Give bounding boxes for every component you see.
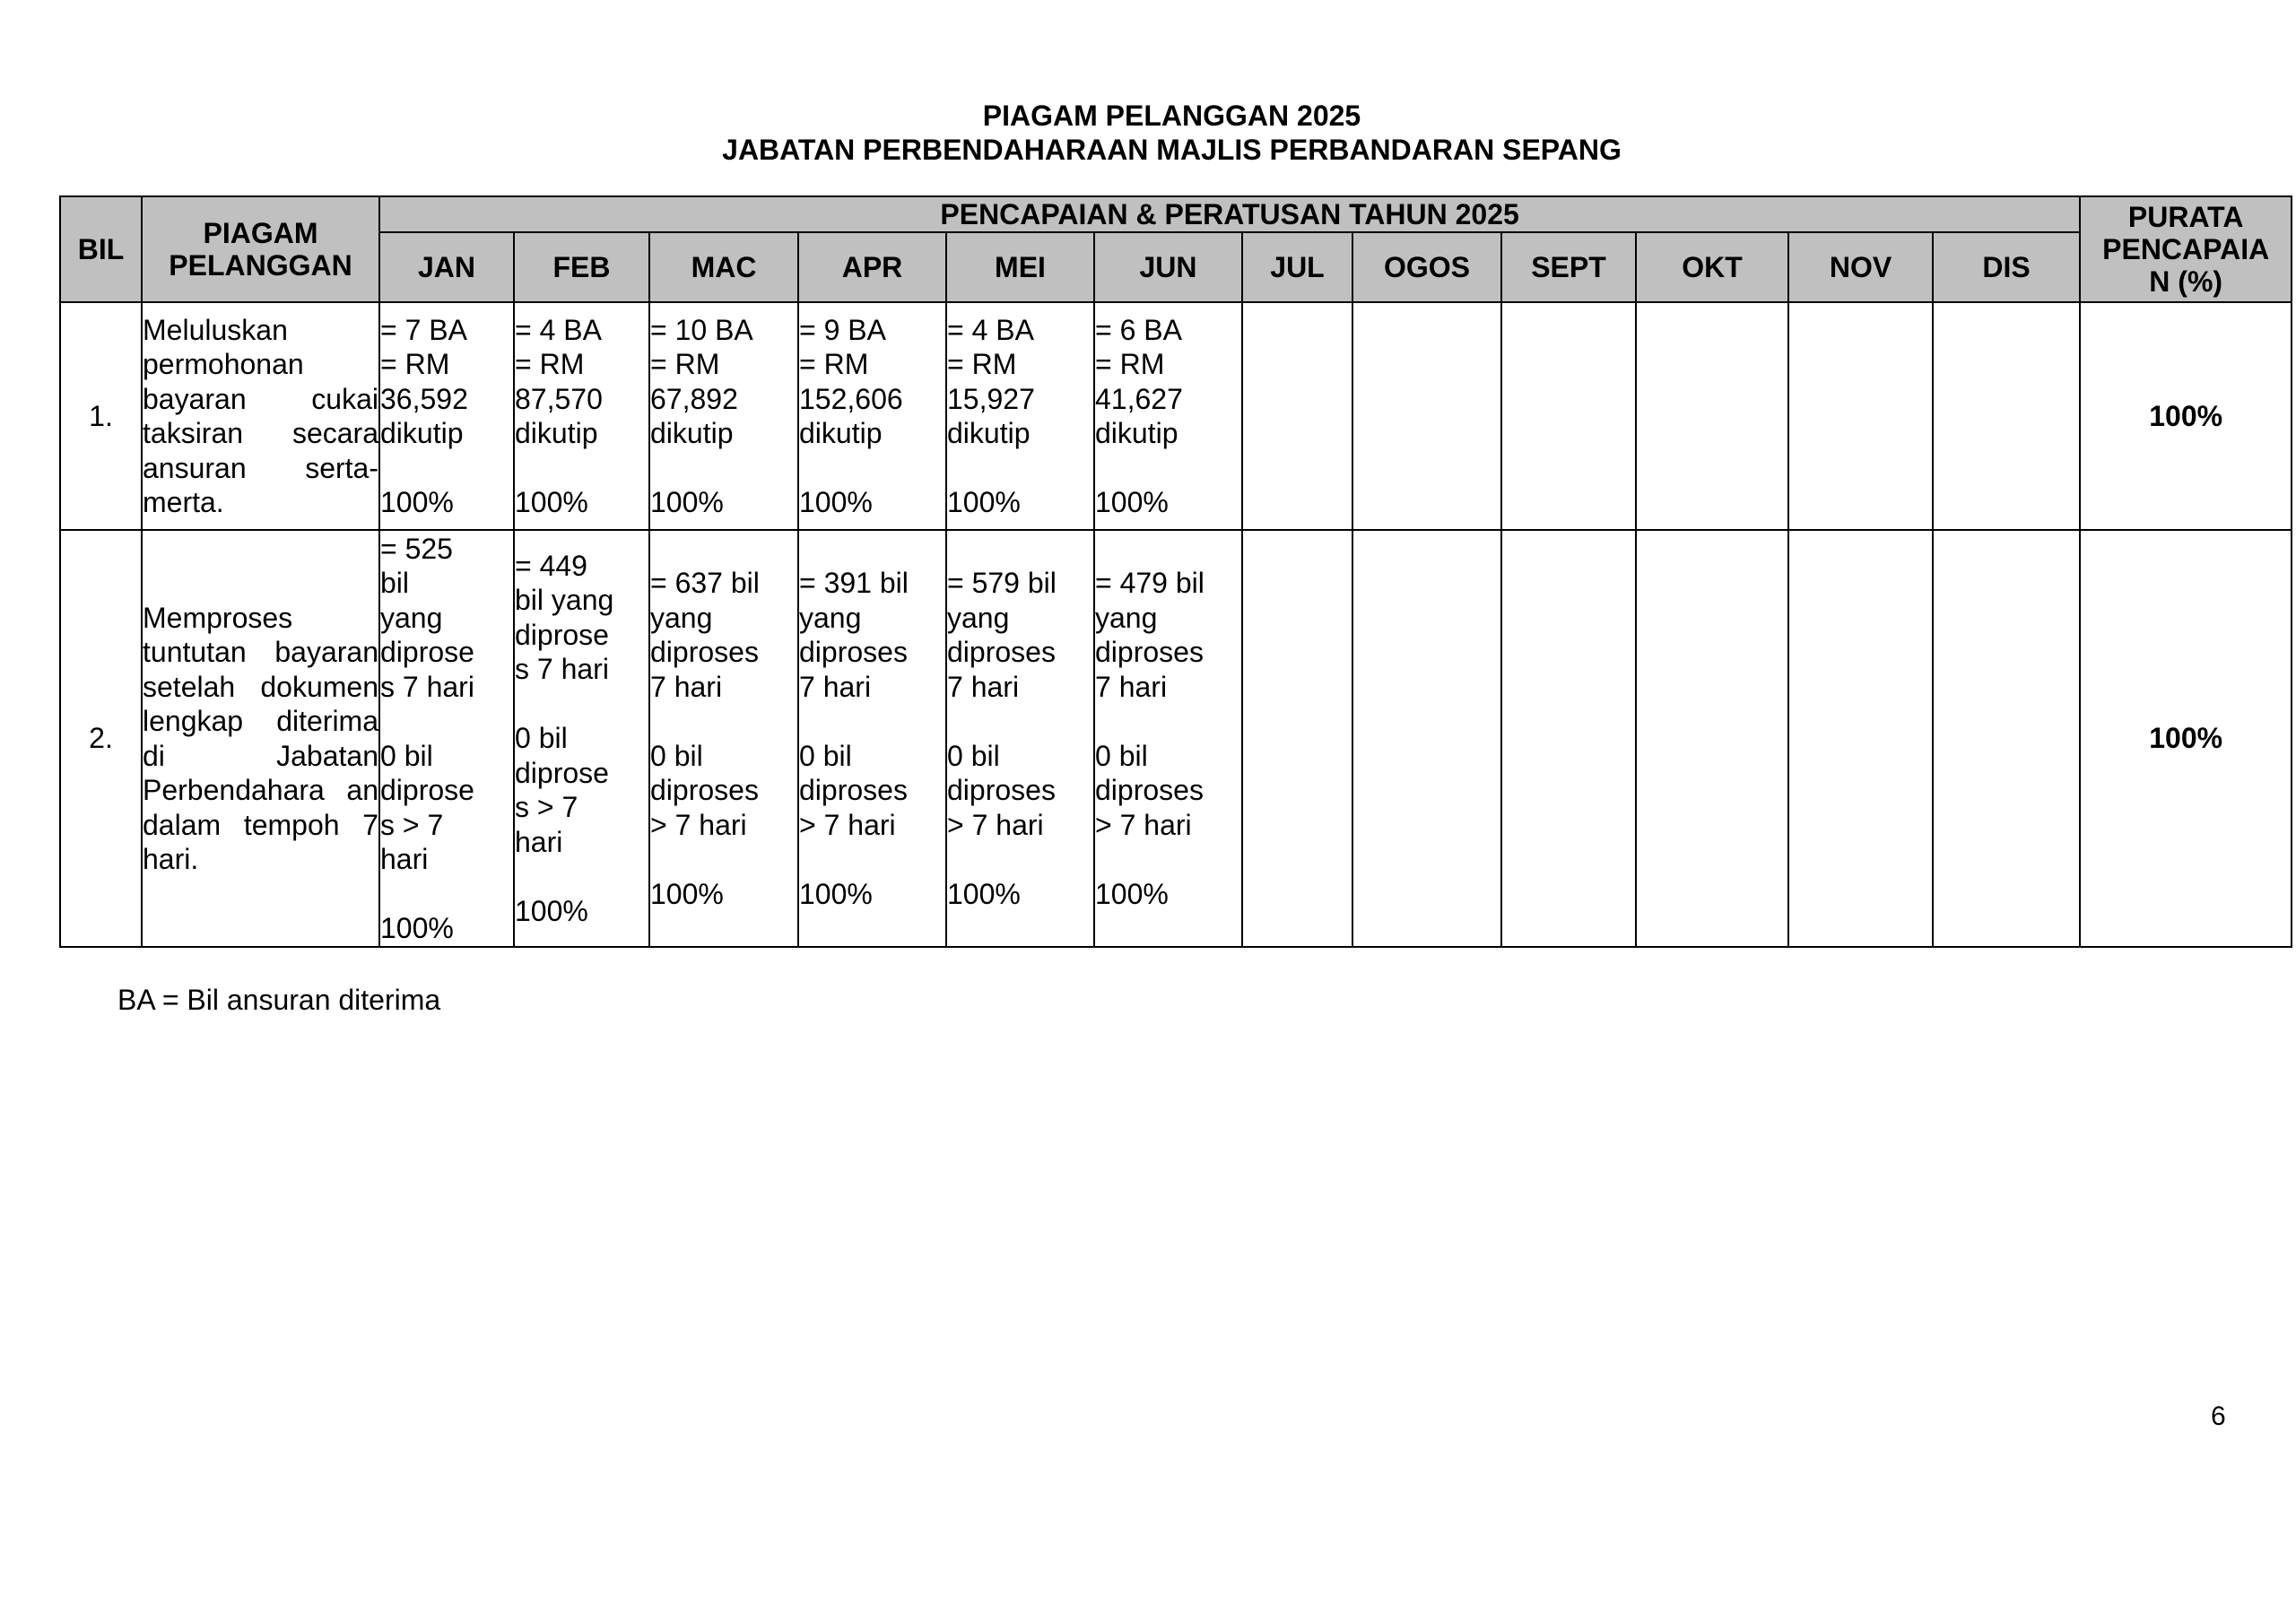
cell-jan: = 7 BA = RM 36,592 dikutip 100% [379, 302, 514, 530]
cell-mei: = 579 bil yang diproses 7 hari 0 bil diproses > 7 hari 100% [946, 530, 1094, 947]
cell-jul [1242, 530, 1352, 947]
header-month-nov: NOV [1788, 232, 1933, 302]
charter-description: Memproses tuntutan bayaran setelah dokumen lengkap diterima di Jabatan Perbendahara an dalam tempoh 7 hari. [142, 530, 379, 947]
header-month-sept: SEPT [1501, 232, 1636, 302]
header-month-dis: DIS [1933, 232, 2080, 302]
header-month-jul: JUL [1242, 232, 1352, 302]
cell-jan: = 525 bil yang diprose s 7 hari 0 bil diprose s > 7 hari 100% [379, 530, 514, 947]
header-pencapaian-group: PENCAPAIAN & PERATUSAN TAHUN 2025 [379, 196, 2080, 232]
cell-feb: = 4 BA = RM 87,570 dikutip 100% [514, 302, 649, 530]
page-number: 6 [2211, 1402, 2226, 1431]
cell-mac: = 637 bil yang diproses 7 hari 0 bil diproses > 7 hari 100% [649, 530, 798, 947]
header-month-mei: MEI [946, 232, 1094, 302]
cell-jul [1242, 302, 1352, 530]
average-achievement: 100% [2080, 530, 2292, 947]
cell-dis [1933, 530, 2080, 947]
document-subtitle: JABATAN PERBENDAHARAAN MAJLIS PERBANDARAN SEPANG [722, 134, 1622, 166]
cell-ogos [1352, 302, 1501, 530]
header-month-ogos: OGOS [1352, 232, 1501, 302]
cell-sept [1501, 530, 1636, 947]
cell-okt [1636, 302, 1788, 530]
row-number: 1. [60, 302, 142, 530]
document-title: PIAGAM PELANGGAN 2025 [982, 100, 1361, 132]
cell-dis [1933, 302, 2080, 530]
header-month-feb: FEB [514, 232, 649, 302]
header-month-jun: JUN [1094, 232, 1242, 302]
row-number: 2. [60, 530, 142, 947]
cell-jun: = 6 BA = RM 41,627 dikutip 100% [1094, 302, 1242, 530]
header-month-okt: OKT [1636, 232, 1788, 302]
header-month-jan: JAN [379, 232, 514, 302]
footnote: BA = Bil ansuran diterima [117, 984, 441, 1016]
table-row [60, 530, 2292, 947]
cell-feb: = 449 bil yang diprose s 7 hari 0 bil diprose s > 7 hari 100% [514, 530, 649, 947]
header-month-apr: APR [798, 232, 946, 302]
header-purata-pencapaian: PURATA PENCAPAIA N (%) [2080, 196, 2292, 302]
cell-apr: = 9 BA = RM 152,606 dikutip 100% [798, 302, 946, 530]
cell-nov [1788, 530, 1933, 947]
cell-okt [1636, 530, 1788, 947]
cell-nov [1788, 302, 1933, 530]
table-row [60, 302, 2292, 530]
cell-mei: = 4 BA = RM 15,927 dikutip 100% [946, 302, 1094, 530]
average-achievement: 100% [2080, 302, 2292, 530]
cell-ogos [1352, 530, 1501, 947]
header-month-mac: MAC [649, 232, 798, 302]
cell-mac: = 10 BA = RM 67,892 dikutip 100% [649, 302, 798, 530]
cell-jun: = 479 bil yang diproses 7 hari 0 bil diproses > 7 hari 100% [1094, 530, 1242, 947]
header-bil: BIL [60, 196, 142, 302]
header-piagam-pelanggan: PIAGAM PELANGGAN [142, 196, 379, 302]
cell-apr: = 391 bil yang diproses 7 hari 0 bil diproses > 7 hari 100% [798, 530, 946, 947]
customer-charter-table [59, 195, 2292, 948]
cell-sept [1501, 302, 1636, 530]
charter-description: Meluluskan permohonan bayaran cukai taksiran secara ansuran serta-merta. [142, 302, 379, 530]
